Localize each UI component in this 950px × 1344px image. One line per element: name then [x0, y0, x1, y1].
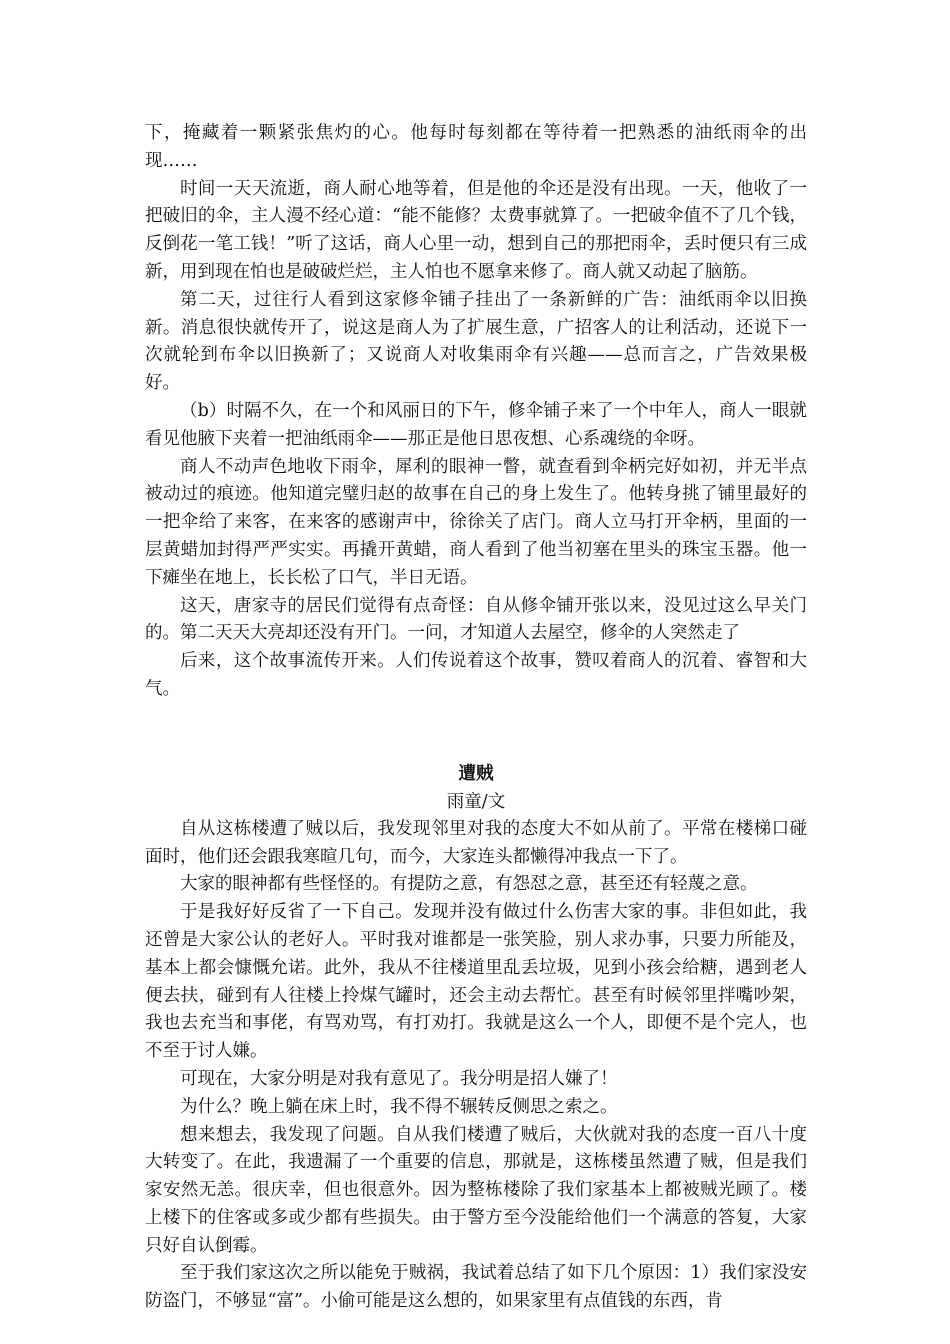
document-page: [145, 120, 807, 1316]
paragraph: 于是我好好反省了一下自己。发现并没有做过什么伤害大家的事。非但如此，我还曾是大家公认的老好人。平时我对谁都是一张笑脸，别人求办事，只要力所能及，基本上都会慷慨允诺。此外，我从不往楼道里乱丢垃圾，见到小孩会给糖，遇到老人便去扶，碰到有人往楼上拎煤气罐时，还会主动去帮忙。甚至有时候邻里拌嘴吵架，我也去充当和事佬，有骂劝骂，有打劝打。我就是这么一个人，即便不是个完人，也不至于讨人嫌。: [145, 902, 807, 1062]
paragraph: 时间一天天流逝，商人耐心地等着，但是他的伞还是没有出现。一天，他收了一把破旧的伞，主人漫不经心道：“能不能修？太费事就算了。一把破伞值不了几个钱，反倒花一笔工钱！”听了这话，商人心里一动，想到自己的那把雨伞，丢时便只有三成新，用到现在怕也是破破烂烂，主人怕也不愿拿来修了。商人就又动起了脑筋。: [145, 178, 807, 282]
paragraph: 商人不动声色地收下雨伞，犀利的眼神一瞥，就查看到伞柄完好如初，并无半点被动过的痕迹。他知道完璧归赵的故事在自己的身上发生了。他转身挑了铺里最好的一把伞给了来客，在来客的感谢声中，徐徐关了店门。商人立马打开伞柄，里面的一层黄蜡加封得严严实实。再撬开黄蜡，商人看到了他当初塞在里头的珠宝玉器。他一下瘫坐在地上，长长松了口气，半日无语。: [145, 456, 807, 588]
paragraph: 为什么？晚上躺在床上时，我不得不辗转反侧思之索之。: [180, 1096, 618, 1117]
paragraph: 至于我们家这次之所以能免于贼祸，我试着总结了如下几个原因：1）我们家没安防盗门，不够显“富”。小偷可能是这么想的，如果家里有点值钱的东西，肯: [145, 1263, 807, 1312]
paragraph: 想来想去，我发现了问题。自从我们楼遭了贼后，大伙就对我的态度一百八十度大转变了。在此，我遗漏了一个重要的信息，那就是，这栋楼虽然遭了贼，但是我们家安然无恙。很庆幸，但也很意外。因为整栋楼除了我们家基本上都被贼光顾了。楼上楼下的住客或多或少都有些损失。由于警方至今没能给他们一个满意的答复，大家只好自认倒霉。: [145, 1124, 807, 1256]
story-byline: 雨童/文: [446, 791, 506, 812]
paragraph: 自从这栋楼遭了贼以后，我发现邻里对我的态度大不如从前了。平常在楼梯口碰面时，他们还会跟我寒暄几句，而今，大家连头都懒得冲我点一下了。: [145, 818, 807, 867]
story-title: 遭贼: [458, 763, 494, 784]
story-robbery: [145, 760, 807, 1316]
paragraph: 第二天，过往行人看到这家修伞铺子挂出了一条新鲜的广告：油纸雨伞以旧换新。消息很快就传开了，说这是商人为了扩展生意，广招客人的让利活动，还说下一次就轮到布伞以旧换新了；又说商人对收集雨伞有兴趣——总而言之，广告效果极好。: [145, 289, 807, 394]
paragraph: 这天，唐家寺的居民们觉得有点奇怪：自从修伞铺开张以来，没见过这么早关门的。第二天天大亮却还没有开门。一问，才知道人去屋空，修伞的人突然走了: [145, 595, 807, 644]
paragraph: 下，掩藏着一颗紧张焦灼的心。他每时每刻都在等待着一把熟悉的油纸雨伞的出现……: [145, 123, 807, 171]
story-umbrella-continuation: [145, 120, 807, 704]
paragraph: （b）时隔不久，在一个和风丽日的下午，修伞铺子来了一个中年人，商人一眼就看见他腋下夹着一把油纸雨伞——那正是他日思夜想、心系魂绕的伞呀。: [145, 400, 807, 449]
section-gap: [145, 704, 807, 760]
paragraph: 可现在，大家分明是对我有意见了。我分明是招人嫌了！: [180, 1068, 618, 1089]
paragraph: 后来，这个故事流传开来。人们传说着这个故事，赞叹着商人的沉着、睿智和大气。: [145, 651, 807, 699]
paragraph: 大家的眼神都有些怪怪的。有提防之意，有怨怼之意，甚至还有轻蔑之意。: [180, 874, 758, 895]
